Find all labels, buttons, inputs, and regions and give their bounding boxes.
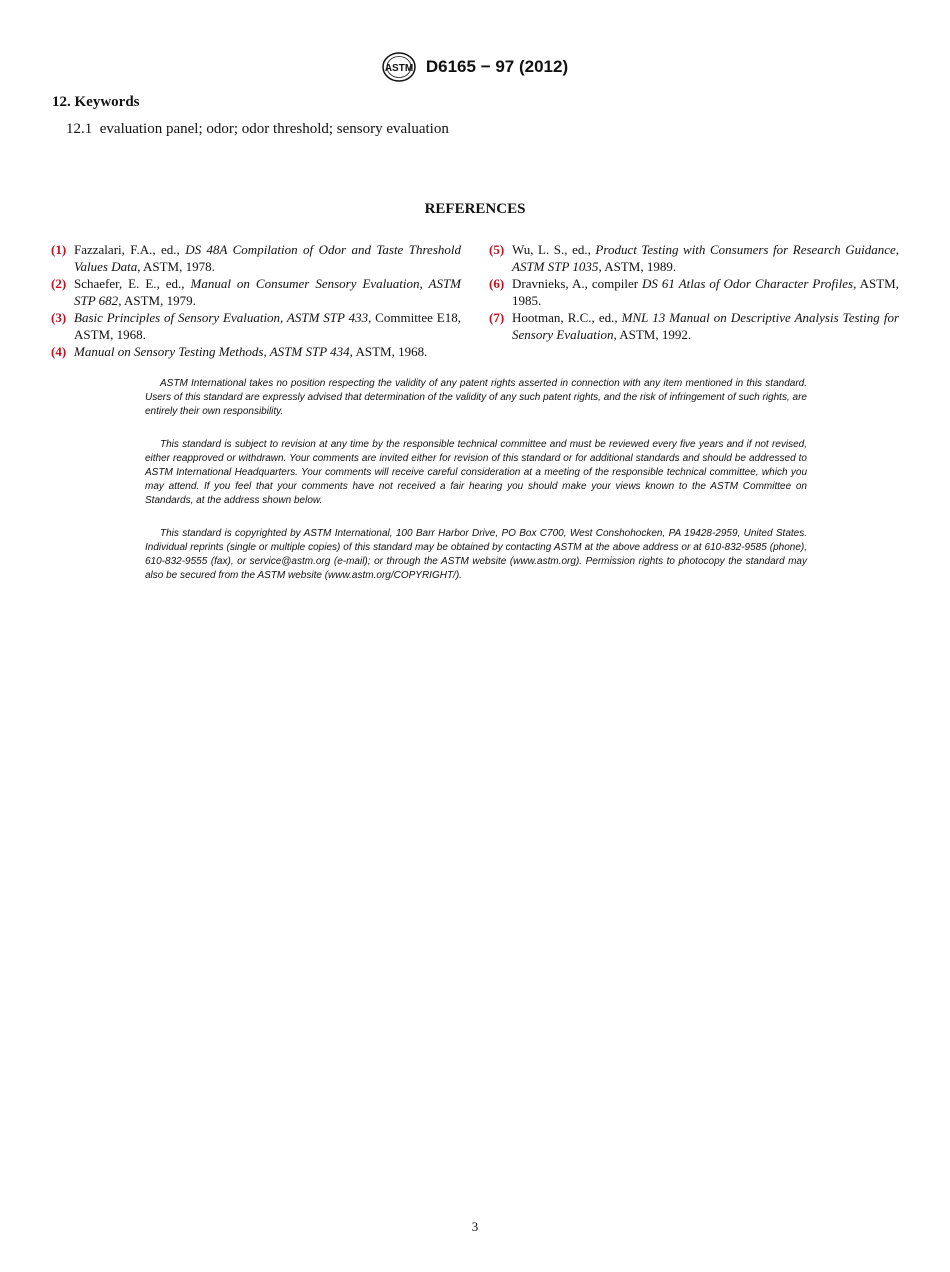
reference-item <box>51 309 461 343</box>
reference-text <box>74 241 461 275</box>
reference-number[interactable]: (2) <box>51 276 67 291</box>
reference-title: MNL 13 Manual on Descriptive Analysis Testing for Sensory Evaluation <box>512 310 900 342</box>
keywords-paragraph <box>52 120 462 138</box>
reference-number[interactable]: (1) <box>51 242 67 257</box>
reference-item <box>489 275 899 309</box>
reference-text <box>512 309 899 343</box>
reference-publisher: , ASTM, 1979. <box>118 293 196 308</box>
reference-author: Schaefer, E. E., ed., <box>74 276 191 291</box>
reference-author: Wu, L. S., ed., <box>512 242 596 257</box>
reference-number[interactable]: (6) <box>489 276 505 291</box>
keywords-text: evaluation panel; odor; odor threshold; sensory evaluation <box>99 121 449 137</box>
references-left-column <box>51 241 461 360</box>
reference-publisher: , ASTM, 1978. <box>137 259 215 274</box>
reference-title: Manual on Sensory Testing Methods, ASTM STP 434 <box>74 344 350 359</box>
copyright-notice <box>145 527 807 583</box>
reference-item <box>489 241 899 275</box>
reference-item <box>51 241 461 275</box>
reference-number[interactable]: (7) <box>489 310 505 325</box>
reference-number[interactable]: (4) <box>51 344 67 359</box>
reference-text <box>74 275 461 309</box>
reference-text <box>512 241 899 275</box>
page-number: 3 <box>471 1219 479 1234</box>
copyright-notice-text: This standard is copyrighted by ASTM International, 100 Barr Harbor Drive, PO Box C700, West Conshohocken, PA 19428-2959, United States. Individual reprints (single or multiple copies) of this standard may be obtained by contacting ASTM at the above address or at 610-832-9585 (phone), 610-832-9555 (fax), or service@astm.org (e-mail); or through the ASTM website (www.astm.org). Permission rights to photocopy the standard may also be secured from the ASTM website (www.astm.org/COPYRIGHT/). <box>145 528 807 581</box>
reference-item <box>51 343 461 360</box>
reference-number[interactable]: (3) <box>51 310 67 325</box>
page-header <box>0 52 950 82</box>
patent-notice-text: ASTM International takes no position respecting the validity of any patent rights asserted in connection with any item mentioned in this standard. Users of this standard are expressly advised that determination of the validity of any such patent rights, and the risk of infringement of such rights, are entirely their own responsibility. <box>145 378 807 417</box>
reference-author: Dravnieks, A., compiler <box>512 276 643 291</box>
reference-title: Basic Principles of Sensory Evaluation, ASTM STP 433 <box>74 310 369 325</box>
reference-item <box>489 309 899 343</box>
reference-author: Fazzalari, F.A., ed., <box>74 242 186 257</box>
reference-text <box>74 309 461 343</box>
revision-notice <box>145 438 807 508</box>
reference-text <box>74 343 461 360</box>
reference-publisher: , ASTM, 1985. <box>512 276 899 308</box>
reference-text <box>512 275 899 309</box>
references-title: REFERENCES <box>424 201 526 217</box>
reference-title: Product Testing with Consumers for Research Guidance, ASTM STP 1035 <box>512 242 899 274</box>
revision-notice-text: This standard is subject to revision at any time by the responsible technical committee and must be reviewed every five years and if not revised, either reapproved or withdrawn. Your comments are invited either for revision of this standard or for additional standards and should be addressed to ASTM International Headquarters. Your comments will receive careful consideration at a meeting of the responsible technical committee, which you may attend. If you feel that your comments have not received a fair hearing you should make your views known to the ASTM Committee on Standards, at the address shown below. <box>145 439 807 506</box>
reference-publisher: , Committee E18, ASTM, 1968. <box>74 310 461 342</box>
reference-publisher: , ASTM, 1992. <box>613 327 692 342</box>
astm-logo-icon <box>382 52 416 82</box>
standard-designation: D6165 − 97 (2012) <box>425 57 569 76</box>
reference-publisher: , ASTM, 1968. <box>349 344 428 359</box>
reference-item <box>51 275 461 309</box>
logo-text: ASTM <box>384 63 414 74</box>
reference-number[interactable]: (5) <box>489 242 505 257</box>
keywords-heading: 12. Keywords <box>52 94 140 110</box>
patent-notice <box>145 377 807 419</box>
reference-publisher: , ASTM, 1989. <box>598 259 677 274</box>
keywords-number: 12.1 <box>66 121 93 137</box>
references-right-column <box>489 241 899 343</box>
reference-title: Manual on Consumer Sensory Evaluation, ASTM STP 682 <box>74 276 462 308</box>
reference-title: DS 61 Atlas of Odor Character Profiles <box>642 276 854 291</box>
reference-author: Hootman, R.C., ed., <box>512 310 622 325</box>
reference-title: DS 48A Compilation of Odor and Taste Threshold Values Data <box>74 242 461 274</box>
